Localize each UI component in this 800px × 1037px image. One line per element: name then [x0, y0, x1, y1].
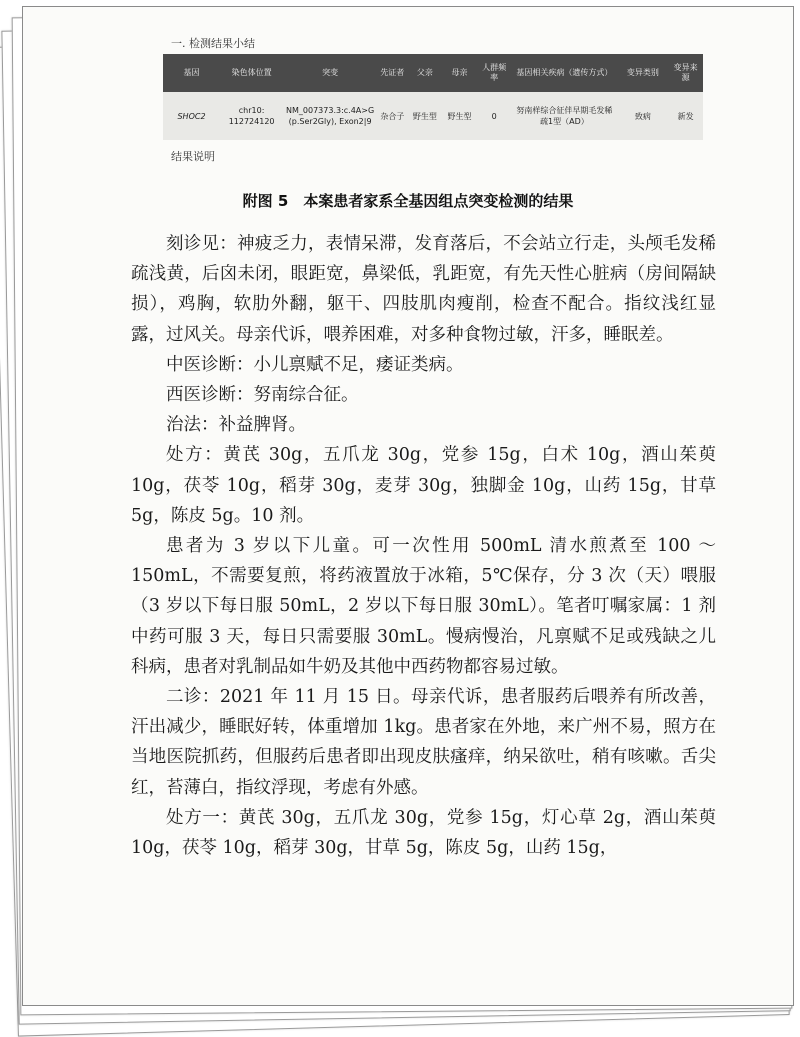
header-population-frequency: 人群频率	[477, 54, 512, 92]
cell-father: 野生型	[408, 92, 443, 140]
paragraph-tcm-diagnosis: 中医诊断：小儿禀赋不足，痿证类病。	[166, 354, 464, 375]
result-note: 结果说明	[171, 150, 215, 163]
paragraph-examination: 刻诊见：神疲乏力，表情呆滞，发育落后，不会站立行走，头颅毛发稀疏浅黄，后囟未闭，眼距宽，鼻梁低，乳距宽，有先天性心脏病（房间隔缺损），鸡胸，软肋外翻，躯干、四肢肌肉瘦削，检查不配合。指纹浅红显露，过风关。母亲代诉，喂养困难，对多种食物过敏，汗多，睡眠差。	[131, 234, 716, 345]
paragraph-prescription: 处方：黄芪 30g，五爪龙 30g，党参 15g，白术 10g，酒山茱萸 10g，茯苓 10g，稻芽 30g，麦芽 30g，独脚金 10g，山药 15g，甘草 5g，陈皮 5g。10 剂。	[131, 445, 716, 526]
cell-proband: 杂合子	[377, 92, 408, 140]
table-row	[163, 92, 703, 140]
cell-related-disease: 努南样综合征伴早期毛发稀疏1型（AD）	[511, 92, 617, 140]
result-summary-block	[163, 35, 708, 164]
header-father: 父亲	[408, 54, 443, 92]
paragraph-dosage-instructions: 患者为 3 岁以下儿童。可一次性用 500mL 清水煎煮至 100 ～ 150mL，不需要复煎，将药液置放于冰箱，5℃保存，分 3 次（天）喂服（3 岁以下每日服 50mL，2 岁以下每日服 30mL）。笔者叮嘱家属：1 剂中药可服 3 天，每日只需要服 30mL。慢病慢治，凡禀赋不足或残缺之儿科病，患者对乳制品如牛奶及其他中西药物都容易过敏。	[131, 536, 716, 677]
cell-variant-source: 新发	[668, 92, 703, 140]
paragraph-western-diagnosis: 西医诊断：努南综合征。	[166, 385, 359, 406]
table-header-row	[163, 54, 703, 92]
paragraph-prescription-one: 处方一：黄芪 30g，五爪龙 30g，党参 15g，灯心草 2g，酒山茱萸 10g，茯苓 10g，稻芽 30g，甘草 5g，陈皮 5g，山药 15g，	[131, 807, 716, 859]
book-page	[22, 6, 794, 1006]
section-title: 一. 检测结果小结	[171, 37, 255, 50]
cell-variant-class: 致病	[617, 92, 668, 140]
mutation-result-table	[163, 54, 703, 140]
cell-population-frequency: 0	[477, 92, 512, 140]
header-chromosome-position: 染色体位置	[220, 54, 283, 92]
cell-mother: 野生型	[442, 92, 477, 140]
paragraph-treatment-method: 治法：补益脾肾。	[166, 415, 306, 436]
cell-chromosome-position: chr10: 112724120	[220, 92, 283, 140]
header-related-disease: 基因相关疾病（遗传方式）	[511, 54, 617, 92]
header-variant-class: 变异类别	[617, 54, 668, 92]
header-mutation: 突变	[283, 54, 377, 92]
header-gene: 基因	[163, 54, 220, 92]
header-proband: 先证者	[377, 54, 408, 92]
cell-gene: SHOC2	[163, 92, 220, 140]
header-mother: 母亲	[442, 54, 477, 92]
paragraph-second-visit: 二诊：2021 年 11 月 15 日。母亲代诉，患者服药后喂养有所改善，汗出减少，睡眠好转，体重增加 1kg。患者家在外地，来广州不易，照方在当地医院抓药，但服药后患者即出现皮肤瘙痒，纳呆欲吐，稍有咳嗽。舌尖红，苔薄白，指纹浮现，考虑有外感。	[131, 687, 716, 798]
cell-mutation: NM_007373.3:c.4A>G (p.Ser2Gly), Exon2|9	[283, 92, 377, 140]
header-variant-source: 变异来源	[668, 54, 703, 92]
figure-caption: 附图 5 本案患者家系全基因组点突变检测的结果	[242, 192, 574, 210]
body-text	[131, 229, 716, 863]
